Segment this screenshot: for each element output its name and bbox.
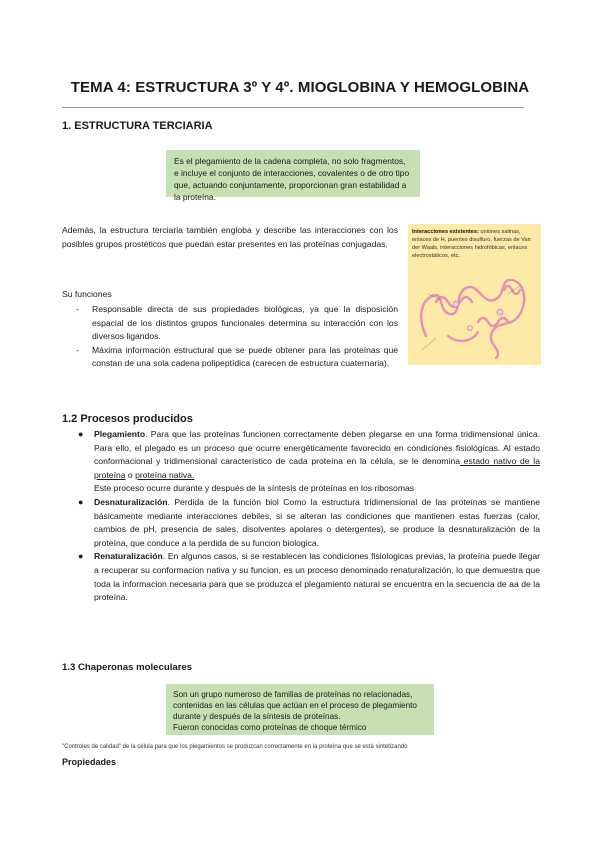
section-heading-tertiary: 1. ESTRUCTURA TERCIARIA: [62, 120, 213, 132]
section-heading-processes: 1.2 Procesos producidos: [62, 413, 193, 425]
section-heading-chaperones: 1.3 Chaperonas moleculares: [62, 662, 193, 673]
list-item: - Responsable directa de sus propiedades biológicas, ya que la disposición espacial de los distintos grupos funcionales determina su interacción con los diversos ligandos.: [76, 304, 398, 342]
definition-box: Es el plegamiento de la cadena completa, no solo fragmentos, e incluye el conjunto de interacciones, covalentes o de otro tipo que, actuando conjuntamente, proporcionan gran estabilidad a la proteína.: [166, 150, 420, 197]
page-title: TEMA 4: ESTRUCTURA 3º Y 4º. MIOGLOBINA Y HEMOGLOBINA: [70, 79, 530, 96]
dash-marker: -: [76, 344, 79, 355]
quality-control-note: "Controles de calidad" de la célula para que los plegamientos se produzcan correctamente en la proteína que se está sintetizando: [62, 744, 408, 750]
properties-heading: Propiedades: [62, 757, 117, 767]
protein-structure-figure: [408, 224, 541, 365]
list-item: ● Renaturalización. En algunos casos, si se restablecen las condiciones fisiologicas previas, la proteína puede llegar a recuperar su conformacion nativa y su funcion, es un proceso denominado renaturalización, lo que demuestra que toda la informacion necesaria para que se produzca el plegamiento natural se encuentra en la secuencia de aa de la proteína.: [78, 551, 540, 603]
protein-ribbon-illustration: [408, 224, 541, 365]
list-item: ● Plegamiento. Para que las proteínas funcionen correctamente deben plegarse en una forma tridimensional única. Para ello, el plegado es un proceso que ocurre energéticamente favorecido en condiciones fisiológicas. Al estado conformacional y tridimensional característico de cada proteína en la célula, se le denomina estado nativo de la proteína o proteína nativa. Este proceso ocurre durante y después de la síntesis de proteínas en los ribosomas: [78, 429, 540, 494]
title-divider: [62, 107, 524, 108]
chaperones-box: Son un grupo numeroso de familias de proteínas no relacionadas, contenidas en las células que actúan en el proceso de plegamiento durante y después de la síntesis de proteínas. Fueron conocidas como proteínas de choque térmico: [166, 684, 434, 735]
bullet-marker: ●: [78, 496, 84, 507]
dash-marker: -: [76, 304, 79, 314]
processes-list: [62, 428, 540, 605]
list-item: ● Desnaturalización. Perdida de la función biol Como la estructura tridimensional de las proteínas se mantiene básicamente mediante interacciones debiles, si se alteran las condiciones que mantienen estas fuerzas (calor, cambios de pH, presencia de sales, disolventes apolares o detergentes), se produce la desnaturalización de la proteína, que conduce a la perdida de su funcion biologica.: [78, 496, 540, 548]
list-item: - Máxima información estructural que se puede obtener para las proteínas que constan de una sola cadena polipeptídica (carecen de estructura cuaternaria).: [76, 344, 398, 369]
bullet-marker: ●: [78, 429, 84, 439]
paragraph-prosthetic-groups: Además, la estructura terciaria también engloba y describe las interacciones con los posibles grupos prostéticos que puedan estar presentes en las proteínas conjugadas.: [62, 225, 398, 249]
bullet-marker: ●: [78, 551, 84, 562]
figure-caption: Interacciones existentes: uniones salinas, enlaces de H, puentes disulfuro, fuerzas de Van der Waals, interacciones hidrofóbicas, enlaces electrostáticos, etc.: [412, 229, 531, 259]
functions-heading: Su funciones: [62, 289, 112, 299]
functions-list: [62, 303, 398, 371]
